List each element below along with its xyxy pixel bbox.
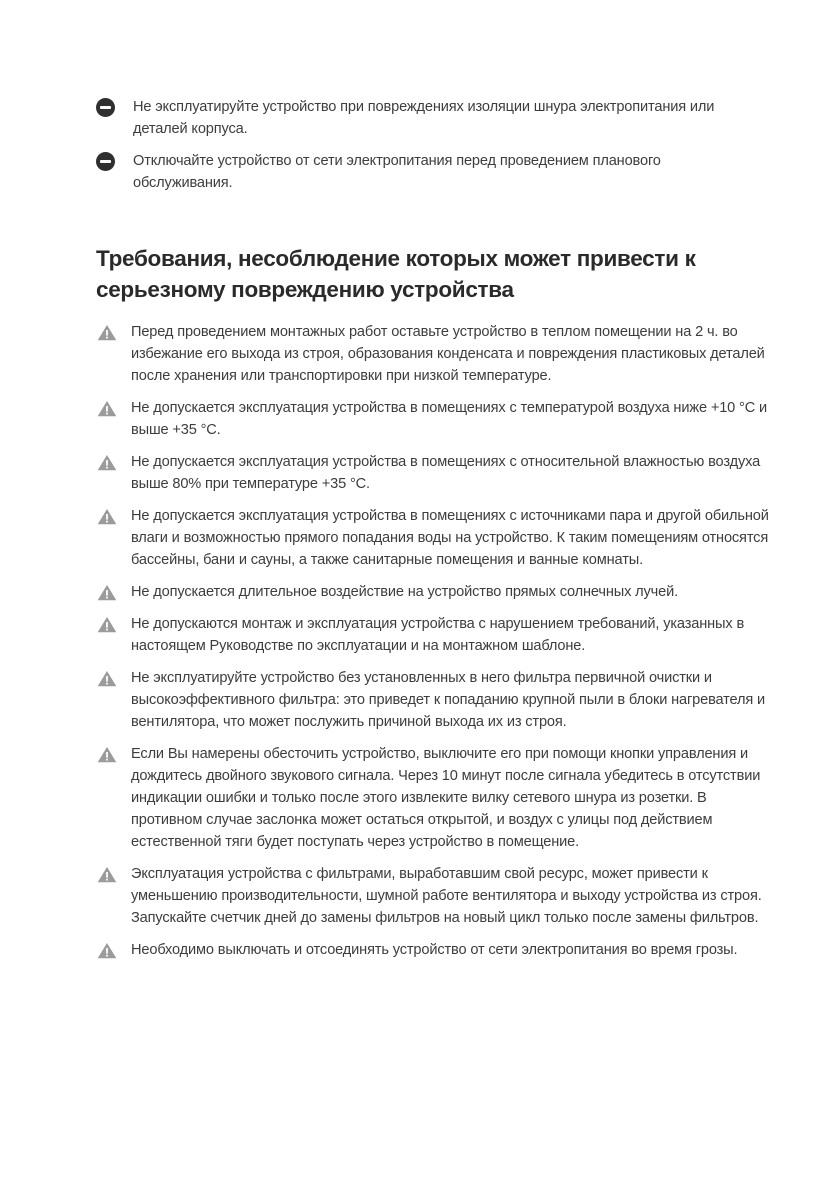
warning-item <box>96 743 776 853</box>
warning-triangle-icon <box>97 942 117 959</box>
warning-triangle-icon <box>97 746 117 763</box>
warning-text: Необходимо выключать и отсоединять устройство от сети электропитания во время грозы. <box>131 942 738 958</box>
prohibition-list <box>96 96 746 204</box>
warning-item <box>96 321 776 387</box>
warning-item <box>96 581 776 603</box>
warning-item <box>96 397 776 441</box>
warning-triangle-icon <box>97 324 117 341</box>
warning-triangle-icon <box>97 616 117 633</box>
warning-triangle-icon <box>97 508 117 525</box>
warning-item <box>96 505 776 571</box>
warning-triangle-icon <box>97 866 117 883</box>
warning-item <box>96 451 776 495</box>
warning-text: Не допускается эксплуатация устройства в помещениях с источниками пара и другой обильной влаги и возможностью прямого попадания воды на устройство. К таким помещениям относятся бассейны, бани и сауны, а также санитарные помещения и ванные комнаты. <box>131 508 769 568</box>
prohibition-text: Не эксплуатируйте устройство при повреждениях изоляции шнура электропитания или деталей корпуса. <box>133 99 715 137</box>
warning-triangle-icon <box>97 670 117 687</box>
warning-triangle-icon <box>97 454 117 471</box>
warning-text: Не допускается эксплуатация устройства в помещениях с относительной влажностью воздуха выше 80% при температуре +35 °С. <box>131 454 761 492</box>
warning-item <box>96 667 776 733</box>
prohibition-item <box>96 150 746 194</box>
warning-text: Если Вы намерены обесточить устройство, выключите его при помощи кнопки управления и дождитесь двойного звукового сигнала. Через 10 минут после сигнала убедитесь в отсутствии индикации ошибки и только после этого извлеките вилку сетевого шнура из розетки. В противном случае заслонка может остаться открытой, и воздух с улицы под действием естественной тяги будет поступать через устройство в помещение. <box>131 746 761 850</box>
warning-triangle-icon <box>97 400 117 417</box>
prohibition-item <box>96 96 746 140</box>
warning-item <box>96 939 776 961</box>
warning-text: Не допускается эксплуатация устройства в помещениях с температурой воздуха ниже +10 °С и выше +35 °С. <box>131 400 768 438</box>
warning-text: Не допускаются монтаж и эксплуатация устройства с нарушением требований, указанных в настоящем Руководстве по эксплуатации и на монтажном шаблоне. <box>131 616 745 654</box>
prohibition-text: Отключайте устройство от сети электропитания перед проведением планового обслуживания. <box>133 153 661 191</box>
warning-text: Не эксплуатируйте устройство без установленных в него фильтра первичной очистки и высокоэффективного фильтра: это приведет к попаданию крупной пыли в блоки нагревателя и вентилятора, что может послужить причиной выхода их из строя. <box>131 670 766 730</box>
warning-list <box>96 321 776 971</box>
warning-text: Не допускается длительное воздействие на устройство прямых солнечных лучей. <box>131 584 679 600</box>
warning-item <box>96 863 776 929</box>
warning-item <box>96 613 776 657</box>
warning-text: Перед проведением монтажных работ оставьте устройство в теплом помещении на 2 ч. во избежание его выхода из строя, образования конденсата и повреждения пластиковых деталей после хранения или транспортировки при низкой температуре. <box>131 324 765 384</box>
warning-text: Эксплуатация устройства с фильтрами, выработавшим свой ресурс, может привести к уменьшению производительности, шумной работе вентилятора и выходу устройства из строя. Запускайте счетчик дней до замены фильтров на новый цикл только после замены фильтров. <box>131 866 762 926</box>
prohibition-icon <box>96 98 115 117</box>
warning-triangle-icon <box>97 584 117 601</box>
prohibition-icon <box>96 152 115 171</box>
section-title: Требования, несоблюдение которых может привести к серьезному повреждению устройства <box>96 246 696 302</box>
